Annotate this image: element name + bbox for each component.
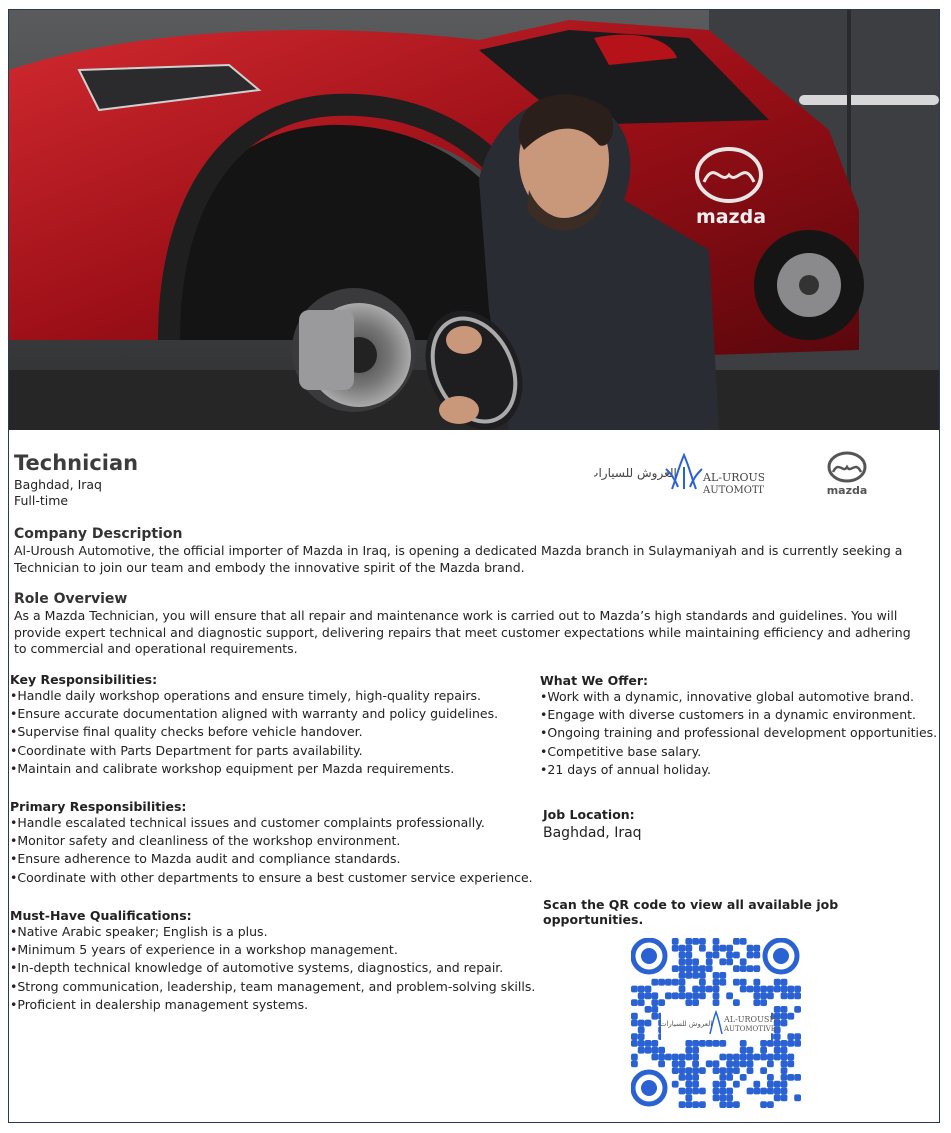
qr-module: [733, 952, 740, 959]
qr-module: [713, 1094, 720, 1101]
qr-module: [733, 1081, 740, 1088]
qr-module: [781, 1067, 788, 1074]
qr-module: [679, 972, 686, 979]
qr-module: [726, 1101, 733, 1108]
qr-module: [692, 992, 699, 999]
qr-module: [651, 1047, 658, 1054]
qr-module: [794, 986, 801, 993]
qr-module: [740, 965, 747, 972]
qr-module: [753, 999, 760, 1006]
qr-module: [740, 1060, 747, 1067]
list-item: •In-depth technical knowledge of automotive systems, diagnostics, and repair.: [10, 960, 504, 976]
qr-module: [638, 1047, 645, 1054]
primary-resp-heading: Primary Responsibilities:: [10, 799, 187, 814]
qr-module: [679, 979, 686, 986]
qr-module: [679, 1074, 686, 1081]
job-location-value: Baghdad, Iraq: [543, 825, 642, 841]
qr-module: [638, 986, 645, 993]
qr-module: [740, 1047, 747, 1054]
qr-module: [692, 965, 699, 972]
qr-module: [753, 965, 760, 972]
job-location: Baghdad, Iraq: [14, 477, 102, 492]
qr-module: [753, 992, 760, 999]
list-item: •Work with a dynamic, innovative global automotive brand.: [540, 689, 915, 704]
mazda-logo: [817, 450, 877, 500]
qr-module: [685, 999, 692, 1006]
qr-module: [760, 1067, 767, 1074]
qr-module: [645, 1020, 652, 1027]
qr-module: [679, 945, 686, 952]
qr-module: [747, 945, 754, 952]
qr-module: [706, 958, 713, 965]
list-item: •Coordinate with Parts Department for parts availability.: [10, 742, 363, 758]
qr-module: [726, 1060, 733, 1067]
qr-module: [685, 945, 692, 952]
qr-module: [692, 986, 699, 993]
qr-module: [651, 979, 658, 986]
qr-module: [781, 1013, 788, 1020]
qr-module: [638, 1040, 645, 1047]
qr-module: [679, 958, 686, 965]
qr-module: [699, 986, 706, 993]
job-poster: [8, 9, 940, 1123]
qr-module: [733, 965, 740, 972]
qr-module: [760, 1101, 767, 1108]
qr-module: [733, 979, 740, 986]
qr-module: [781, 986, 788, 993]
qr-module: [747, 1047, 754, 1054]
company-text: Al-Uroush Automotive, the official importer of Mazda in Iraq, is opening a dedicated Mazda branch in Sulaymaniyah and is currently seeking a Technician to join our team and embody the innovative spirit of the Mazda brand.: [14, 543, 903, 575]
qr-module: [692, 1060, 699, 1067]
qr-module: [679, 986, 686, 993]
qr-module: [651, 999, 658, 1006]
list-item: •Ongoing training and professional development opportunities.: [540, 725, 938, 741]
qr-module: [747, 965, 754, 972]
qr-module: [713, 1081, 720, 1088]
qr-module: [760, 1054, 767, 1061]
qr-module: [767, 1060, 774, 1067]
qr-module: [719, 945, 726, 952]
qr-module: [753, 1054, 760, 1061]
qr-module: [719, 1067, 726, 1074]
qr-module: [706, 965, 713, 972]
qr-module: [685, 952, 692, 959]
qr-module: [679, 952, 686, 959]
qr-module: [740, 986, 747, 993]
qr-module: [713, 952, 720, 959]
qr-module: [753, 1081, 760, 1088]
qr-module: [685, 992, 692, 999]
job-location-heading: Job Location:: [543, 807, 635, 822]
qr-module: [685, 1047, 692, 1054]
qr-module: [767, 992, 774, 999]
qr-module: [760, 1047, 767, 1054]
qr-module: [726, 945, 733, 952]
qr-module: [774, 979, 781, 986]
qr-module: [631, 986, 638, 993]
qr-module: [645, 1040, 652, 1047]
qr-module: [631, 1054, 638, 1061]
qr-module: [774, 1088, 781, 1095]
qr-module: [719, 979, 726, 986]
qr-module: [692, 938, 699, 945]
qr-module: [781, 1094, 788, 1101]
qr-module: [679, 992, 686, 999]
qr-module: [774, 1094, 781, 1101]
qr-module: [787, 1033, 794, 1040]
qr-module: [685, 1094, 692, 1101]
qr-module: [706, 1060, 713, 1067]
qr-module: [645, 986, 652, 993]
qr-module: [733, 999, 740, 1006]
qr-module: [767, 986, 774, 993]
qr-module: [787, 1040, 794, 1047]
qr-module: [685, 1074, 692, 1081]
qr-module: [726, 1074, 733, 1081]
qr-module: [719, 1054, 726, 1061]
qr-module: [658, 979, 665, 986]
qr-module: [726, 992, 733, 999]
qr-module: [767, 1074, 774, 1081]
qr-module: [692, 1040, 699, 1047]
qr-logo-arabic: العروش للسيارات: [659, 1020, 713, 1028]
qr-module: [685, 965, 692, 972]
qr-module: [719, 1074, 726, 1081]
list-item: •Monitor safety and cleanliness of the workshop environment.: [10, 833, 401, 849]
qr-module: [781, 1088, 788, 1095]
qr-module: [713, 1067, 720, 1074]
qr-module: [794, 1006, 801, 1013]
qr-module: [699, 945, 706, 952]
role-heading: Role Overview: [14, 591, 128, 607]
qr-module: [753, 945, 760, 952]
qr-module: [672, 992, 679, 999]
qr-module: [767, 1040, 774, 1047]
qr-module: [726, 958, 733, 965]
list-item: •Supervise final quality checks before vehicle handover.: [10, 724, 363, 740]
qr-module: [631, 1033, 638, 1040]
qr-module: [719, 958, 726, 965]
qr-caption: Scan the QR code to view all available job opportunities.: [543, 897, 839, 927]
qr-module: [726, 952, 733, 959]
qr-module: [706, 1040, 713, 1047]
qr-module: [685, 1067, 692, 1074]
qr-module: [651, 1054, 658, 1061]
job-location-block: [543, 807, 642, 841]
qr-module: [692, 1081, 699, 1088]
list-item: •Coordinate with other departments to ensure a best customer service experience.: [10, 869, 533, 885]
qr-module: [781, 1054, 788, 1061]
qr-module: [713, 972, 720, 979]
qr-module: [658, 1054, 665, 1061]
qr-module: [774, 1040, 781, 1047]
list-item: •Competitive base salary.: [540, 743, 702, 759]
qr-module: [767, 1054, 774, 1061]
qr-module: [719, 972, 726, 979]
qr-module: [740, 1054, 747, 1061]
qr-module: [719, 1081, 726, 1088]
qr-module: [719, 1094, 726, 1101]
qr-module: [787, 1013, 794, 1020]
qr-module: [692, 999, 699, 1006]
qr-module: [747, 952, 754, 959]
qr-logo-line2: AUTOMOTIVE: [724, 1025, 776, 1033]
qr-module: [665, 979, 672, 986]
qr-module: [747, 1054, 754, 1061]
qr-module: [631, 1040, 638, 1047]
qr-module: [692, 1067, 699, 1074]
qr-module: [679, 965, 686, 972]
qr-module: [692, 958, 699, 965]
hero-image: [9, 10, 940, 430]
qr-module: [781, 1006, 788, 1013]
qr-module: [699, 965, 706, 972]
qr-module: [679, 1101, 686, 1108]
qr-module: [760, 1040, 767, 1047]
qr-module: [713, 999, 720, 1006]
qr-module: [774, 1081, 781, 1088]
qr-module: [719, 1088, 726, 1095]
qr-module: [699, 938, 706, 945]
qr-module: [767, 1081, 774, 1088]
qr-module: [719, 1101, 726, 1108]
qr-module: [699, 979, 706, 986]
qr-code[interactable]: [631, 938, 801, 1108]
qr-module: [774, 1006, 781, 1013]
qr-module: [719, 1040, 726, 1047]
qr-module: [685, 1040, 692, 1047]
qr-module: [747, 1060, 754, 1067]
qr-module: [692, 972, 699, 979]
primary-responsibilities: [10, 799, 533, 887]
qr-module: [726, 1054, 733, 1061]
qr-module: [699, 1040, 706, 1047]
qr-module: [747, 1067, 754, 1074]
qr-module: [706, 952, 713, 959]
qr-module: [638, 999, 645, 1006]
qr-module: [685, 1081, 692, 1088]
qr-module: [794, 1033, 801, 1040]
qr-module: [706, 986, 713, 993]
qr-module: [672, 1081, 679, 1088]
qr-module: [787, 1074, 794, 1081]
qr-module: [685, 938, 692, 945]
qr-module: [685, 1088, 692, 1095]
qr-module: [672, 1060, 679, 1067]
qr-logo-line1: AL-UROUSH: [724, 1015, 777, 1024]
company-heading: Company Description: [14, 526, 183, 542]
qr-module: [774, 1047, 781, 1054]
list-item: •Strong communication, leadership, team management, and problem-solving skills.: [10, 978, 536, 994]
mazda-logo-text: mazda: [826, 484, 868, 497]
qr-module: [753, 952, 760, 959]
list-item: •Handle escalated technical issues and customer complaints professionally.: [10, 815, 485, 830]
qr-module: [794, 992, 801, 999]
qr-module: [713, 1060, 720, 1067]
qr-module: [692, 1088, 699, 1095]
qr-module: [733, 1060, 740, 1067]
qr-module: [638, 1033, 645, 1040]
qr-module: [692, 1054, 699, 1061]
qr-module: [638, 992, 645, 999]
list-item: •Handle daily workshop operations and ensure timely, high-quality repairs.: [10, 688, 481, 703]
qr-module: [692, 1047, 699, 1054]
qr-module: [740, 938, 747, 945]
qr-module: [781, 1081, 788, 1088]
qr-module: [692, 1101, 699, 1108]
qr-module: [685, 1054, 692, 1061]
key-resp-heading: Key Responsibilities:: [10, 672, 158, 687]
list-item: •Minimum 5 years of experience in a workshop management.: [10, 942, 398, 958]
list-item: •Ensure accurate documentation aligned with warranty and policy guidelines.: [10, 706, 499, 722]
qr-module: [760, 1088, 767, 1095]
qr-module: [672, 1054, 679, 1061]
list-item: •Proficient in dealership management systems.: [10, 996, 309, 1012]
qr-module: [747, 986, 754, 993]
qr-module: [733, 1101, 740, 1108]
qr-module: [672, 938, 679, 945]
qr-module: [747, 1088, 754, 1095]
qr-module: [631, 1020, 638, 1027]
qr-module: [679, 1067, 686, 1074]
job-type: Full-time: [14, 493, 69, 508]
quals-heading: Must-Have Qualifications:: [10, 908, 192, 923]
what-we-offer: [540, 673, 937, 779]
qr-module: [781, 1060, 788, 1067]
qr-module: [774, 1054, 781, 1061]
qr-module: [774, 1033, 781, 1040]
qr-module: [645, 992, 652, 999]
qr-module: [665, 992, 672, 999]
qr-module: [753, 1088, 760, 1095]
qr-module: [658, 1047, 665, 1054]
qr-module: [760, 999, 767, 1006]
qr-module: [740, 1040, 747, 1047]
role-text: As a Mazda Technician, you will ensure that all repair and maintenance work is carried out to Mazda’s high standards and guidelines. You will provide expert technical and diagnostic support, delivering repairs that meet customer expectations while maintaining efficiency and adhering to commercial and operational requirements.: [14, 608, 911, 656]
qr-module: [713, 979, 720, 986]
qr-module: [787, 1060, 794, 1067]
qr-module: [651, 1006, 658, 1013]
qr-module: [638, 1020, 645, 1027]
qr-module: [658, 1060, 665, 1067]
qr-module: [645, 1006, 652, 1013]
qr-module: [753, 979, 760, 986]
qr-module: [679, 1060, 686, 1067]
must-have-qualifications: [10, 908, 535, 1014]
qr-module: [699, 992, 706, 999]
qr-module: [740, 1074, 747, 1081]
qr-module: [726, 1067, 733, 1074]
qr-module: [794, 1074, 801, 1081]
key-responsibilities: [10, 672, 498, 778]
qr-module: [631, 1013, 638, 1020]
qr-module: [733, 1054, 740, 1061]
qr-module: [651, 992, 658, 999]
qr-module: [781, 1074, 788, 1081]
qr-module: [740, 979, 747, 986]
qr-module: [692, 1074, 699, 1081]
qr-module: [726, 1094, 733, 1101]
qr-module: [760, 992, 767, 999]
qr-module: [733, 1067, 740, 1074]
qr-module: [794, 1094, 801, 1101]
qr-module: [651, 1013, 658, 1020]
qr-module: [685, 1101, 692, 1108]
qr-module: [713, 1088, 720, 1095]
job-title: Technician: [14, 451, 139, 475]
qr-module: [679, 1088, 686, 1095]
qr-module: [794, 1040, 801, 1047]
qr-module: [787, 1054, 794, 1061]
qr-module: [781, 1040, 788, 1047]
qr-module: [645, 1047, 652, 1054]
qr-module: [726, 1088, 733, 1095]
qr-module: [631, 999, 638, 1006]
qr-module: [767, 1101, 774, 1108]
qr-module: [774, 986, 781, 993]
qr-module: [665, 1054, 672, 1061]
hero-brand-badge: mazda: [695, 206, 767, 228]
list-item: •Native Arabic speaker; English is a plus.: [10, 924, 268, 939]
qr-module: [685, 958, 692, 965]
al-uroush-logo-en-2: AUTOMOTIV: [703, 485, 764, 495]
qr-module: [733, 938, 740, 945]
qr-module: [713, 986, 720, 993]
qr-module: [787, 992, 794, 999]
list-item: •Maintain and calibrate workshop equipment per Mazda requirements.: [10, 760, 455, 776]
qr-module: [638, 1026, 645, 1033]
qr-module: [685, 972, 692, 979]
al-uroush-logo-arabic: العروش للسيارات: [594, 466, 677, 480]
qr-module: [658, 999, 665, 1006]
qr-module: [672, 1067, 679, 1074]
qr-module: [713, 1040, 720, 1047]
qr-module: [631, 1060, 638, 1067]
qr-module: [767, 1088, 774, 1095]
list-item: •Ensure adherence to Mazda audit and compliance standards.: [10, 851, 401, 867]
qr-module: [781, 1047, 788, 1054]
qr-module: [713, 992, 720, 999]
qr-module: [740, 958, 747, 965]
qr-module: [672, 979, 679, 986]
list-item: •21 days of annual holiday.: [540, 761, 711, 777]
qr-module: [753, 986, 760, 993]
qr-module: [760, 986, 767, 993]
qr-module: [699, 972, 706, 979]
offer-heading: What We Offer:: [540, 673, 649, 688]
qr-module: [713, 945, 720, 952]
list-item: •Engage with diverse customers in a dynamic environment.: [540, 707, 917, 723]
qr-module: [781, 1020, 788, 1027]
al-uroush-logo-en-1: AL-UROUS: [703, 471, 764, 484]
qr-module: [651, 1040, 658, 1047]
al-uroush-logo: [594, 447, 764, 495]
qr-module: [713, 938, 720, 945]
qr-module: [699, 1088, 706, 1095]
qr-module: [699, 1067, 706, 1074]
qr-module: [781, 992, 788, 999]
qr-module: [679, 1054, 686, 1061]
qr-module: [699, 1101, 706, 1108]
qr-module: [672, 965, 679, 972]
qr-module: [672, 945, 679, 952]
qr-module: [787, 986, 794, 993]
qr-module: [781, 979, 788, 986]
